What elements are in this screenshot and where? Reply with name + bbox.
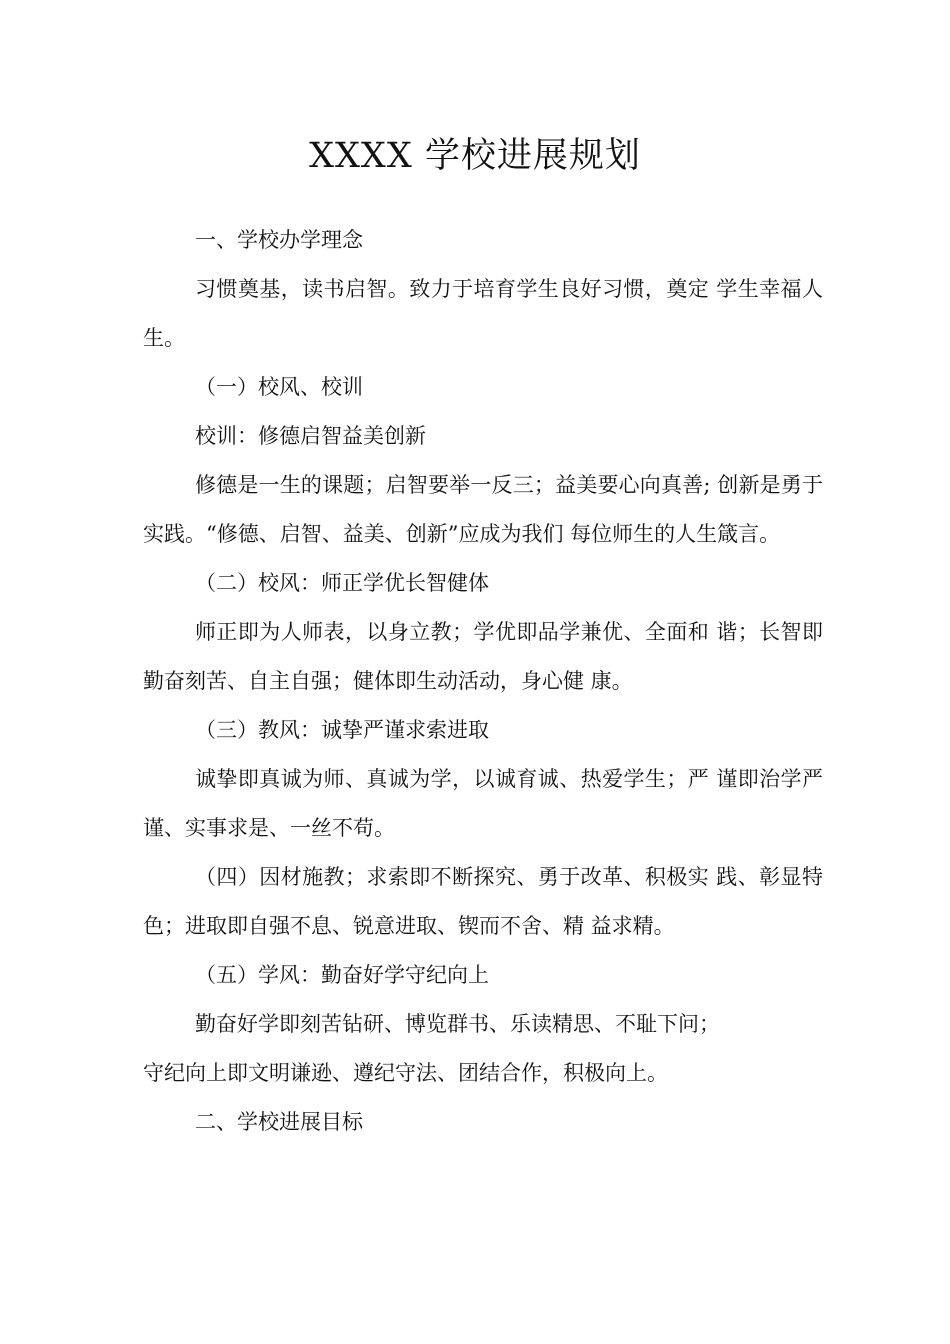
paragraph-study-style-2: 守纪向上即文明谦逊、遵纪守法、团结合作，积极向上。 xyxy=(143,1061,668,1085)
document-body xyxy=(143,216,823,1147)
paragraph-philosophy: 习惯奠基，读书启智。致力于培育学生良好习惯，奠定 学生幸福人生。 xyxy=(143,277,823,350)
section-heading-1: 一、学校办学理念 xyxy=(195,228,363,252)
paragraph-motto-explanation: 修德是一生的课题；启智要举一反三；益美要心向真善; 创新是勇于实践。“修德、启智、益美、创新”应成为我们 每位师生的人生箴言。 xyxy=(143,473,823,546)
subsection-heading-2: （二）校风：师正学优长智健体 xyxy=(195,571,489,595)
paragraph-teaching-style: 诚挚即真诚为师、真诚为学，以诚育诚、热爱学生；严 谨即治学严谨、实事求是、一丝不苟。 xyxy=(143,767,823,840)
paragraph-motto: 校训：修德启智益美创新 xyxy=(195,424,426,448)
subsection-heading-1: （一）校风、校训 xyxy=(195,375,363,399)
paragraph-study-style-1: 勤奋好学即刻苦钻研、博览群书、乐读精思、不耻下问； xyxy=(195,1012,720,1036)
document-title: XXXX 学校进展规划 xyxy=(309,136,641,176)
subsection-heading-5: （五）学风：勤奋好学守纪向上 xyxy=(195,963,489,987)
subsection-heading-3: （三）教风：诚挚严谨求索进取 xyxy=(195,718,489,742)
paragraph-teaching-principles: （四）因材施教；求索即不断探究、勇于改革、积极实 践、彰显特色；进取即自强不息、锐意进取、锲而不舍、精 益求精。 xyxy=(143,865,823,938)
paragraph-school-style: 师正即为人师表，以身立教；学优即品学兼优、全面和 谐；长智即勤奋刻苦、自主自强；健体即生动活动，身心健 康。 xyxy=(143,620,823,693)
section-heading-2: 二、学校进展目标 xyxy=(195,1110,363,1134)
